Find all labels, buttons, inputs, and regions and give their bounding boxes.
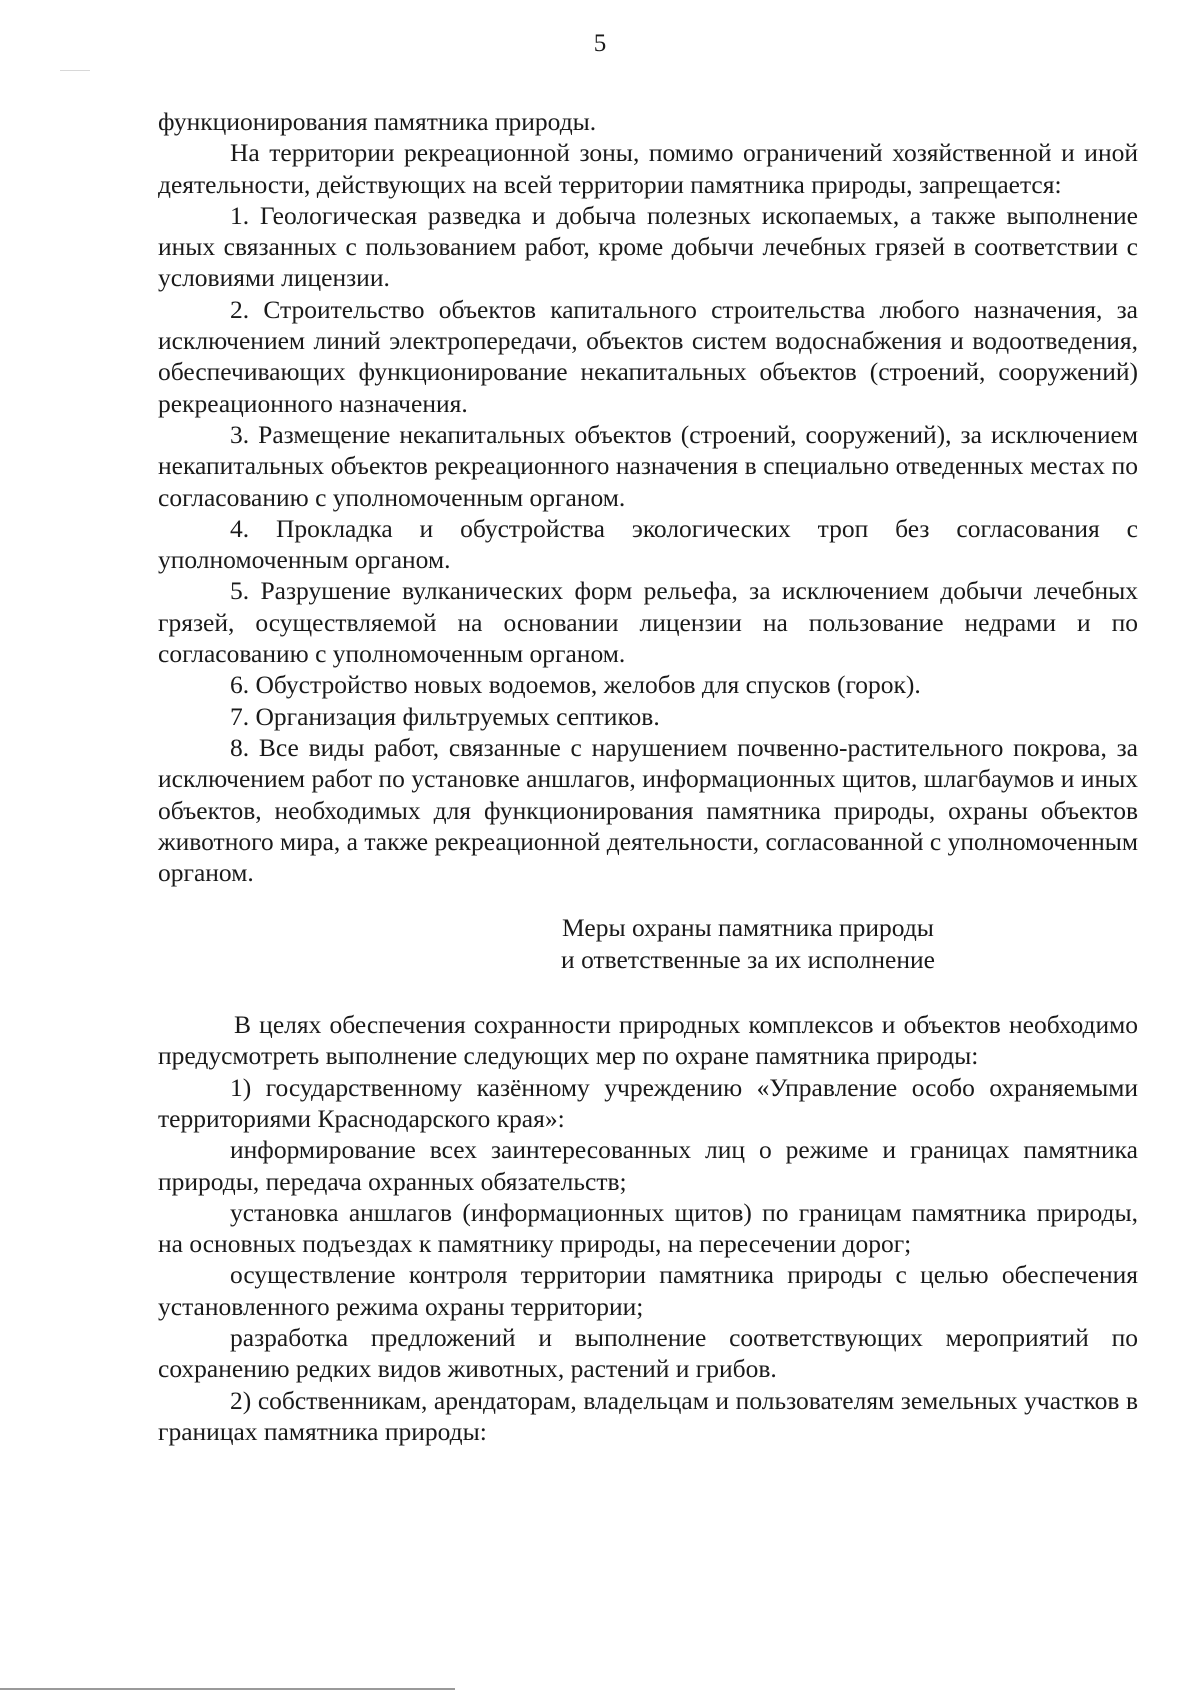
list-item-2: 2. Строительство объектов капитального строительства любого назначения, за исключением линий электропередачи, объектов систем водоснабжения и водоотведения, обеспечивающих функционирование некапитальных объектов (строений, сооружений) рекреационного назначения. — [158, 294, 1138, 418]
paragraph-continuation: функционирования памятника природы. — [158, 107, 597, 136]
section-heading-line-2: и ответственные за их исполнение — [561, 944, 935, 974]
measures-intro: В целях обеспечения сохранности природных комплексов и объектов необходимо предусмотреть выполнение следующих мер по охране памятника природы: — [158, 1010, 1138, 1071]
measures-subitem: информирование всех заинтересованных лиц о режиме и границах памятника природы, передача охранных обязательств; — [158, 1135, 1138, 1196]
list-item-7: 7. Организация фильтруемых септиков. — [230, 701, 660, 731]
page-number: 5 — [593, 30, 607, 57]
list-item-1: 1. Геологическая разведка и добыча полезных ископаемых, а также выполнение иных связанных с пользованием работ, кроме добычи лечебных грязей в соответствии с условиями лицензии. — [158, 200, 1138, 293]
list-item-3: 3. Размещение некапитальных объектов (строений, сооружений), за исключением некапитальных объектов рекреационного назначения в специально отведенных местах по согласованию с уполномоченным органом. — [158, 419, 1138, 512]
list-item-5: 5. Разрушение вулканических форм рельефа, за исключением добычи лечебных грязей, осуществляемой на основании лицензии на пользование недрами и по согласованию с уполномоченным органом. — [158, 576, 1138, 669]
list-item-6: 6. Обустройство новых водоемов, желобов для спусков (горок). — [230, 670, 921, 700]
document-body — [158, 106, 1138, 1447]
measures-subitem: осуществление контроля территории памятника природы с целью обеспечения установленного режима охраны территории; — [158, 1260, 1138, 1321]
measures-item-2: 2) собственникам, арендаторам, владельцам и пользователям земельных участков в границах памятника природы: — [158, 1385, 1138, 1446]
paragraph-intro: На территории рекреационной зоны, помимо ограничений хозяйственной и иной деятельности, действующих на всей территории памятника природы, запрещается: — [158, 138, 1138, 199]
measures-item-1: 1) государственному казённому учреждению «Управление особо охраняемыми территориями Краснодарского края»: — [158, 1072, 1138, 1133]
section-heading-line-1: Меры охраны памятника природы — [562, 913, 934, 943]
measures-subitem: разработка предложений и выполнение соответствующих мероприятий по сохранению редких видов животных, растений и грибов. — [158, 1322, 1138, 1384]
measures-subitem: установка аншлагов (информационных щитов) по границам памятника природы, на основных подъездах к памятнику природы, на пересечении дорог; — [158, 1197, 1138, 1259]
bottom-rule — [0, 1688, 455, 1690]
list-item-4: 4. Прокладка и обустройства экологических троп без согласования с уполномоченным органом. — [158, 513, 1138, 575]
list-item-8: 8. Все виды работ, связанные с нарушением почвенно-растительного покрова, за исключением работ по установке аншлагов, информационных щитов, шлагбаумов и иных объектов, необходимых для функционирования памятника природы, охраны объектов животного мира, а также рекреационной деятельности, согласованной с уполномоченным органом. — [158, 732, 1138, 888]
scan-artifact — [60, 70, 90, 71]
